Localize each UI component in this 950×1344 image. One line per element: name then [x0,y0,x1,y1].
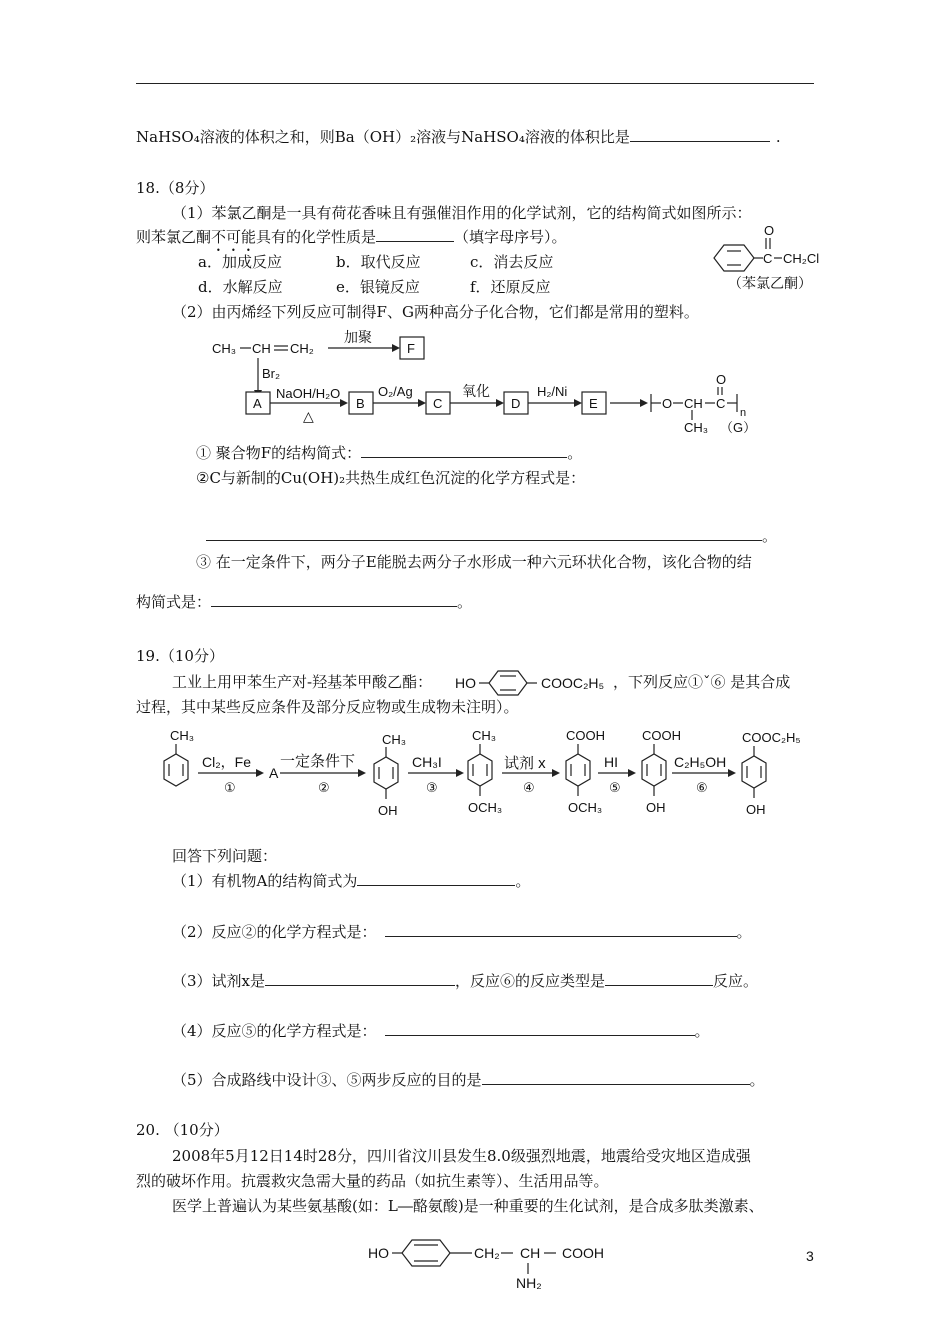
answer-blank-structure-a[interactable] [357,871,515,886]
box-b: B [356,396,365,411]
option-d: d．水解反应 [198,278,283,296]
svg-text:⑥: ⑥ [696,780,708,795]
option-e: e．银镜反应 [336,278,420,296]
header-rule [136,83,814,84]
svg-text:CH₂: CH₂ [474,1245,500,1261]
page-number: 3 [806,1248,814,1264]
svg-text:CH₂: CH₂ [290,341,314,356]
svg-text:试剂 x: 试剂 x [504,755,546,772]
svg-text:⑤: ⑤ [609,780,621,795]
svg-text:OH: OH [378,803,398,818]
svg-text:②: ② [318,780,330,795]
q19-q3: （3）试剂x是 ，反应⑥的反应类型是 反应。 [172,972,759,990]
answer-blank-cu-oh2-equation[interactable] [206,526,762,541]
svg-text:COOC₂H₅: COOC₂H₅ [541,675,605,691]
answer-blank-six-ring[interactable] [211,592,457,607]
ethyl-paraben-structure [455,668,630,700]
svg-text:HI: HI [604,754,618,770]
svg-text:n: n [740,407,747,419]
ch2cl: CH₂Cl [783,251,820,266]
svg-text:OCH₃: OCH₃ [468,800,503,815]
q19-q1: （1）有机物A的结构简式为 。 [172,872,531,890]
q19-q5: （5）合成路线中设计③、⑤两步反应的目的是 。 [172,1071,765,1089]
box-d: D [511,396,521,411]
svg-text:CH: CH [520,1245,541,1261]
q18-part1-line2: 则苯氯乙酮不可能具有的化学性质是 （填字母序号）。 [136,228,567,246]
q18-header: 18.（8分） [136,179,215,197]
svg-text:NaOH/H₂O: NaOH/H₂O [276,386,341,401]
svg-text:H₂/Ni: H₂/Ni [537,384,568,399]
svg-text:CH: CH [252,341,271,356]
svg-text:OH: OH [646,800,666,815]
continuation-line: NaHSO₄溶液的体积之和，则Ba（OH）₂溶液与NaHSO₄溶液的体积比是 . [136,128,781,146]
svg-text:O: O [662,396,673,411]
q20-line2: 烈的破坏作用。抗震救灾急需大量的药品（如抗生素等）、生活用品等。 [136,1172,609,1190]
svg-text:④: ④ [523,780,535,795]
q19-intro-line2: 过程，其中某些反应条件及部分反应物或生成物未注明）。 [136,698,519,716]
svg-text:COOH: COOH [642,728,681,743]
svg-text:△: △ [303,408,314,424]
svg-text:CH₃: CH₃ [382,732,407,747]
svg-text:O₂/Ag: O₂/Ag [378,384,413,399]
svg-text:加聚: 加聚 [344,329,372,345]
svg-text:CH: CH [684,396,703,411]
box-a: A [253,396,262,411]
svg-text:Br₂: Br₂ [262,366,281,381]
box-c: C [433,396,443,411]
answer-blank-polymer-f[interactable] [361,443,567,458]
option-b: b．取代反应 [336,253,421,271]
svg-text:COOH: COOH [566,728,605,743]
q20-header: 20. （10分） [136,1121,229,1139]
q19-q4: （4）反应⑤的化学方程式是： 。 [172,1022,710,1040]
svg-text:CH₃: CH₃ [472,728,497,743]
svg-text:COOH: COOH [562,1245,604,1261]
answer-blank-reagent-x[interactable] [265,971,455,986]
svg-text:一定条件下: 一定条件下 [280,753,356,770]
svg-text:Cl₂，Fe: Cl₂，Fe [202,754,251,770]
svg-text:OCH₃: OCH₃ [568,800,603,815]
svg-text:OH: OH [746,802,766,817]
svg-text:C₂H₅OH: C₂H₅OH [674,754,727,770]
svg-text:NH₂: NH₂ [516,1275,542,1291]
option-a: a．加成反应 [198,253,282,271]
svg-text:氧化: 氧化 [462,383,490,399]
answer-blank-purpose[interactable] [482,1070,750,1085]
carbonyl-c: C [763,251,773,266]
svg-text:COOC₂H₅: COOC₂H₅ [742,730,801,745]
q19-q2: （2）反应②的化学方程式是： 。 [172,923,752,941]
q19-intro-line1: 工业上用甲苯生产对-羟基苯甲酸乙酯： [172,673,433,691]
svg-text:HO: HO [368,1245,389,1261]
svg-text:（G）: （G） [720,420,757,435]
answer-blank-reaction-type-6[interactable] [605,971,713,986]
tyrosine-structure [368,1232,628,1292]
option-f: f．还原反应 [470,278,551,296]
box-f: F [407,341,415,356]
box-e: E [589,396,598,411]
struct-caption: （苯氯乙酮） [728,276,812,292]
propene-reaction-scheme [200,328,780,443]
svg-text:③: ③ [426,780,438,795]
q18-sub2-answer: 。 [206,526,777,546]
answer-blank-reaction-2[interactable] [385,922,737,937]
q19-answer-intro: 回答下列问题： [172,847,278,865]
paraben-synthesis-scheme [150,722,810,827]
answer-blank-reaction-5[interactable] [385,1021,695,1036]
answer-blank-volume-ratio[interactable] [630,127,770,142]
q18-sub1: ① 聚合物F的结构简式： 。 [196,444,583,462]
svg-text:CH₃: CH₃ [170,728,195,743]
q19-header: 19.（10分） [136,647,224,665]
answer-blank-q18-1[interactable] [376,227,454,242]
emphasis-not-possible: 不可能 [211,228,257,246]
svg-text:CH₃I: CH₃I [412,754,442,770]
svg-text:①: ① [224,780,236,795]
q18-part1-line1: （1）苯氯乙酮是一具有荷花香味且有强催泪作用的化学试剂，它的结构简式如图所示： [172,204,752,222]
continuation-text: NaHSO₄溶液的体积之和，则Ba（OH）₂溶液与NaHSO₄溶液的体积比是 [136,128,630,146]
q19-intro-line1b: ，下列反应①ˇ⑥ 是其合成 [613,673,791,691]
carbonyl-o: O [764,223,775,238]
q20-line1: 2008年5月12日14时28分，四川省汶川县发生8.0级强烈地震，地震给受灾地区造成强 [172,1147,751,1165]
q18-part2-line: （2）由丙烯经下列反应可制得F、G两种高分子化合物，它们都是常用的塑料。 [172,303,699,321]
svg-text:O: O [716,372,727,387]
svg-text:C: C [716,396,726,411]
q18-sub3-line1: ③ 在一定条件下，两分子E能脱去两分子水形成一种六元环状化合物，该化合物的结 [196,553,752,571]
q18-sub3-line2: 构简式是： 。 [136,593,473,611]
svg-text:CH₃: CH₃ [684,420,709,435]
q18-sub2: ②C与新制的Cu(OH)₂共热生成红色沉淀的化学方程式是： [196,469,586,487]
intermediate-a: A [269,765,279,781]
option-c: c．消去反应 [470,253,554,271]
q20-line3: 医学上普遍认为某些氨基酸(如：L―酪氨酸)是一种重要的生化试剂，是合成多肽类激素、 [172,1197,764,1215]
svg-text:CH₃: CH₃ [212,341,237,356]
svg-text:HO: HO [455,675,476,691]
